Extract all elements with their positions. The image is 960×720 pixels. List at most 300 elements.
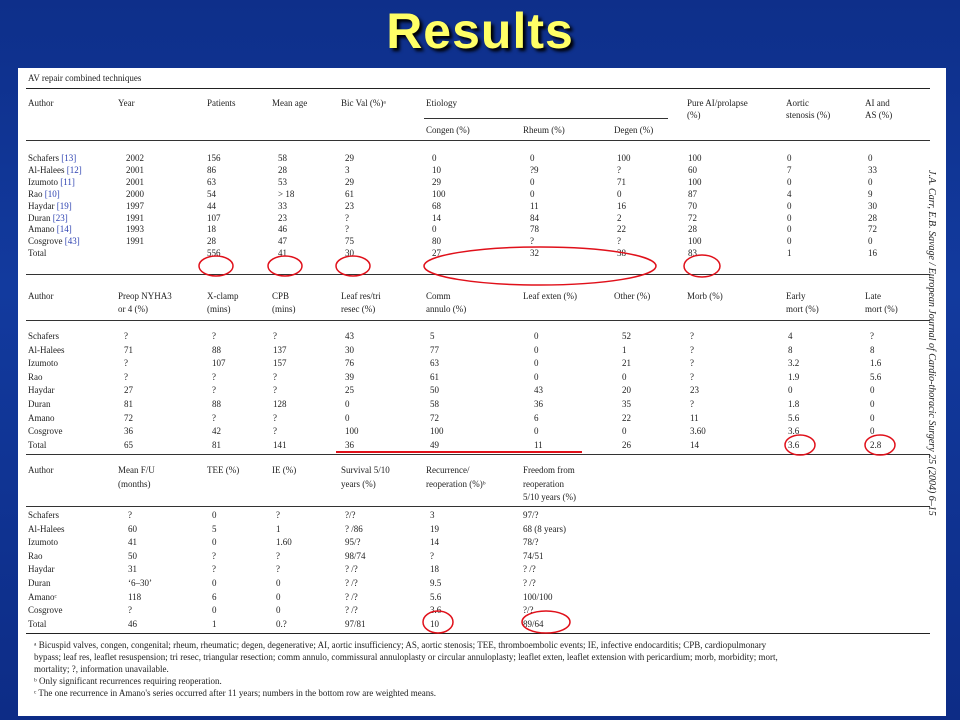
- table-row-author: Rao: [28, 550, 43, 561]
- table-cell: ?: [690, 399, 694, 409]
- table-cell: 75: [345, 236, 354, 247]
- table-cell: 0: [530, 153, 535, 163]
- table-cell: ?: [273, 412, 277, 423]
- table-cell: 9: [868, 188, 873, 199]
- table-cell: 2001: [126, 164, 144, 175]
- table-cell: 107: [207, 212, 221, 223]
- top-rule: [26, 88, 930, 89]
- table-cell: 7: [787, 164, 792, 175]
- table-cell: 72: [124, 412, 133, 423]
- table-cell: 4: [788, 331, 793, 341]
- table-cell: 80: [432, 236, 441, 247]
- table-cell: 36: [124, 426, 133, 437]
- table-cell: 100: [430, 426, 444, 437]
- table-caption: AV repair combined techniques: [28, 73, 142, 83]
- table-cell: 0.?: [276, 618, 287, 629]
- table-cell: 0: [787, 176, 792, 187]
- table-cell: 6: [212, 591, 217, 602]
- journal-citation: J.A. Carr, E.B. Savage / European Journal of Cardio-thoracic Surgery 25 (2004) 6–15: [926, 170, 937, 516]
- s2-header: (mins): [272, 304, 296, 314]
- table-cell: 33: [278, 200, 287, 211]
- table-cell: 77: [430, 344, 439, 355]
- table-cell: 0: [534, 344, 539, 355]
- table-cell: 100: [345, 426, 359, 437]
- s1-etiology-header: Degen (%): [614, 125, 654, 135]
- table-cell: ?: [212, 331, 216, 341]
- table-row-author: Total: [28, 248, 47, 259]
- table-cell: ?: [212, 371, 216, 382]
- table-cell: 28: [278, 164, 287, 175]
- table-cell: 1991: [126, 236, 144, 247]
- s1-bottom-rule: [26, 274, 930, 275]
- s2-header: Morb (%): [687, 291, 723, 301]
- s2-bottom-rule: [26, 454, 930, 455]
- table-cell: 25: [345, 385, 354, 396]
- s1-header: Etiology: [426, 98, 457, 108]
- table-cell: 1997: [126, 200, 144, 211]
- table-cell: ?9: [530, 164, 539, 175]
- table-cell: 0: [276, 578, 281, 588]
- table-cell: 0: [622, 371, 627, 382]
- table-cell: 23: [278, 212, 287, 223]
- table-cell: ?: [124, 371, 128, 382]
- table-cell: 1991: [126, 212, 144, 223]
- table-cell: 556: [207, 248, 221, 259]
- table-cell: 68: [432, 200, 441, 211]
- table-cell: 0: [870, 385, 875, 396]
- table-cell: 23: [345, 200, 354, 211]
- table-cell: ?: [276, 550, 280, 561]
- table-cell: 100: [688, 153, 702, 163]
- table-cell: 0: [276, 591, 281, 602]
- table-row-author: Izumoto [11]: [28, 176, 75, 187]
- table-cell: 52: [622, 331, 631, 341]
- table-cell: ?: [690, 371, 694, 382]
- table-cell: 38: [617, 248, 626, 259]
- table-cell: 1993: [126, 224, 144, 235]
- table-cell: > 18: [278, 188, 295, 199]
- table-cell: 28: [688, 224, 697, 235]
- table-cell: ?: [276, 564, 280, 575]
- table-cell: 18: [430, 564, 439, 575]
- s1-etiology-header: Rheum (%): [523, 125, 565, 135]
- table-cell: 0: [276, 605, 281, 616]
- table-cell: 68 (8 years): [523, 523, 566, 534]
- table-row-author: Rao: [28, 371, 43, 382]
- table-cell: 27: [432, 248, 441, 259]
- table-cell: ?: [212, 412, 216, 423]
- table-row-author: Duran: [28, 399, 51, 409]
- table-cell: 3: [430, 510, 435, 520]
- table-cell: 1: [276, 523, 281, 534]
- table-cell: 16: [868, 248, 877, 259]
- table-cell: 39: [345, 371, 354, 382]
- table-cell: 81: [212, 439, 221, 450]
- table-cell: 29: [345, 153, 354, 163]
- table-row-author: Schafers: [28, 510, 59, 520]
- s2-header: resec (%): [341, 304, 376, 314]
- table-cell: 78: [530, 224, 539, 235]
- table-cell: 54: [207, 188, 216, 199]
- table-cell: ?: [530, 236, 534, 247]
- table-cell: 10: [430, 618, 439, 629]
- table-cell: 86: [207, 164, 216, 175]
- table-cell: 0: [534, 358, 539, 369]
- s1-header: Mean age: [272, 98, 308, 108]
- table-cell: 156: [207, 153, 221, 163]
- table-cell: 0: [534, 331, 539, 341]
- s3-header: (months): [118, 479, 151, 489]
- table-cell: 98/74: [345, 550, 366, 561]
- table-cell: 27: [124, 385, 133, 396]
- table-cell: 29: [432, 176, 441, 187]
- table-row-author: Al-Halees: [28, 344, 65, 355]
- table-cell: 0: [432, 224, 437, 235]
- table-cell: ?/?: [345, 510, 356, 520]
- table-cell: 2002: [126, 153, 144, 163]
- table-cell: 78/?: [523, 537, 539, 548]
- table-cell: ?: [276, 510, 280, 520]
- table-cell: 0: [534, 426, 539, 437]
- s3-header: Mean F/U: [118, 465, 155, 475]
- s2-header: mort (%): [786, 304, 819, 314]
- table-cell: 1.60: [276, 537, 292, 548]
- table-cell: ?: [128, 605, 132, 616]
- table-cell: ?: [690, 331, 694, 341]
- table-cell: ?: [430, 550, 434, 561]
- table-cell: 100: [688, 236, 702, 247]
- table-cell: 0: [345, 412, 350, 423]
- table-cell: 1: [622, 344, 627, 355]
- s1-header: Author: [28, 98, 54, 108]
- table-cell: 35: [622, 399, 631, 409]
- table-cell: 11: [690, 412, 699, 423]
- table-cell: ?: [617, 164, 621, 175]
- table-cell: 0: [868, 153, 873, 163]
- etiology-rule: [424, 118, 668, 119]
- table-cell: 11: [534, 439, 543, 450]
- table-cell: 30: [345, 248, 354, 259]
- table-cell: 0: [870, 426, 875, 437]
- bottom-rule: [26, 633, 930, 634]
- table-cell: 81: [124, 399, 133, 409]
- table-cell: 72: [868, 224, 877, 235]
- table-row-author: Duran [23]: [28, 212, 68, 223]
- table-cell: 14: [690, 439, 699, 450]
- s3-header: reoperation (%)ᵇ: [426, 479, 486, 489]
- table-cell: ?: [273, 331, 277, 341]
- footnote: bypass; leaf res, leaflet resuspension; tri resec, triangular resection; comm annulo, commissural annuloplasty or circular annuloplasty; leaflet exten, leaflet extension with pericardium; morb, morbidity; mort,: [34, 652, 778, 662]
- table-cell: 11: [530, 200, 539, 211]
- table-cell: 16: [617, 200, 626, 211]
- table-cell: ?: [273, 385, 277, 396]
- table-row-author: Haydar: [28, 564, 55, 575]
- s1-header: (%): [687, 110, 701, 120]
- s2-header: Leaf res/tri: [341, 291, 381, 301]
- s3-header: Freedom from: [523, 465, 575, 475]
- table-cell: 0: [868, 176, 873, 187]
- table-cell: ?: [690, 358, 694, 369]
- table-cell: 84: [530, 212, 539, 223]
- table-cell: 0: [787, 212, 792, 223]
- table-cell: 28: [868, 212, 877, 223]
- table-row-author: Amanoᶜ: [28, 591, 57, 602]
- footnote: mortality; ?, information unavailable.: [34, 664, 169, 674]
- table-cell: 60: [688, 164, 697, 175]
- table-cell: 5.6: [870, 371, 882, 382]
- s2-header: (mins): [207, 304, 231, 314]
- table-cell: 100: [432, 188, 446, 199]
- table-cell: 5.6: [788, 412, 800, 423]
- table-cell: ?: [870, 331, 874, 341]
- table-cell: 9.5: [430, 578, 442, 588]
- table-cell: ?: [273, 371, 277, 382]
- table-cell: 0: [870, 399, 875, 409]
- table-cell: ?: [617, 236, 621, 247]
- table-cell: 18: [207, 224, 216, 235]
- table-cell: 2.8: [870, 439, 882, 450]
- table-cell: 33: [868, 164, 877, 175]
- table-cell: 128: [273, 399, 287, 409]
- table-cell: 2001: [126, 176, 144, 187]
- s3-header: reoperation: [523, 479, 564, 489]
- s2-header: mort (%): [865, 304, 898, 314]
- table-cell: 89/64: [523, 618, 544, 629]
- table-cell: 0: [617, 188, 622, 199]
- table-cell: ? /?: [523, 578, 536, 588]
- s3-header: years (%): [341, 479, 376, 489]
- table-cell: 6: [534, 412, 539, 423]
- s3-header: TEE (%): [207, 465, 240, 475]
- table-cell: ?: [124, 358, 128, 369]
- table-cell: ? /86: [345, 523, 363, 534]
- table-cell: ? /?: [523, 564, 536, 575]
- table-cell: 88: [212, 344, 221, 355]
- table-cell: 0: [432, 153, 437, 163]
- table-row-author: Al-Halees: [28, 523, 65, 534]
- table-cell: 14: [430, 537, 439, 548]
- table-cell: 97/?: [523, 510, 539, 520]
- s2-header: or 4 (%): [118, 304, 148, 314]
- table-cell: 43: [345, 331, 354, 341]
- table-cell: 3.6: [788, 426, 800, 437]
- table-cell: 0: [212, 605, 217, 616]
- table-row-author: Total: [28, 618, 47, 629]
- table-cell: 22: [622, 412, 631, 423]
- slide-title: Results: [386, 3, 574, 59]
- table-cell: ?: [345, 224, 349, 235]
- table-row-author: Haydar [19]: [28, 200, 72, 211]
- table-cell: 3.2: [788, 358, 800, 369]
- s2-header: Late: [865, 291, 881, 301]
- table-cell: ? /?: [345, 564, 358, 575]
- s2-header: CPB: [272, 291, 290, 301]
- table-cell: 70: [688, 200, 697, 211]
- table-cell: 141: [273, 439, 287, 450]
- table-row-author: Rao [10]: [28, 188, 60, 199]
- table-cell: 23: [690, 385, 699, 396]
- table-row-author: Cosgrove: [28, 426, 63, 437]
- table-cell: 58: [430, 399, 439, 409]
- table-cell: ?/?: [523, 605, 534, 616]
- table-page: [18, 68, 946, 716]
- table-cell: 8: [870, 344, 875, 355]
- s1-header: Year: [118, 98, 135, 108]
- s1-header: AS (%): [865, 110, 893, 120]
- table-cell: 30: [868, 200, 877, 211]
- s1-header: stenosis (%): [786, 110, 831, 120]
- table-row-author: Al-Halees [12]: [28, 164, 82, 175]
- table-cell: 4: [787, 188, 792, 199]
- s1-header: Pure AI/prolapse: [687, 98, 748, 108]
- s1-header: AI and: [865, 98, 890, 108]
- table-cell: 0: [345, 399, 350, 409]
- table-cell: 0: [787, 200, 792, 211]
- table-cell: ?: [273, 426, 277, 437]
- table-cell: 95/?: [345, 537, 361, 548]
- table-cell: 1.9: [788, 371, 800, 382]
- table-cell: 58: [278, 153, 287, 163]
- table-cell: 137: [273, 344, 287, 355]
- table-cell: 0: [787, 224, 792, 235]
- s1-header: Patients: [207, 98, 236, 108]
- table-cell: ?: [212, 550, 216, 561]
- table-cell: 63: [430, 358, 439, 369]
- s3-header: 5/10 years (%): [523, 492, 576, 502]
- table-cell: 71: [124, 344, 133, 355]
- s2-header: Comm: [426, 291, 451, 301]
- table-cell: 65: [124, 439, 133, 450]
- table-cell: 100: [688, 176, 702, 187]
- table-cell: 60: [128, 523, 137, 534]
- table-cell: 43: [534, 385, 543, 396]
- table-cell: 74/51: [523, 550, 544, 561]
- table-cell: 46: [128, 618, 137, 629]
- table-cell: ?: [128, 510, 132, 520]
- table-cell: 1: [212, 618, 217, 629]
- table-cell: ?: [690, 344, 694, 355]
- table-cell: 36: [345, 439, 354, 450]
- table-row-author: Total: [28, 439, 47, 450]
- table-row-author: Duran: [28, 578, 51, 588]
- table-cell: 1: [787, 248, 792, 259]
- footnote: ᵇ Only significant recurrences requiring reoperation.: [34, 676, 222, 686]
- table-cell: 0: [530, 176, 535, 187]
- table-cell: 72: [688, 212, 697, 223]
- table-row-author: Haydar: [28, 385, 55, 396]
- table-cell: 0: [534, 371, 539, 382]
- footnote: ᵃ Bicuspid valves, congen, congenital; rheum, rheumatic; degen, degenerative; AI, aortic insufficiency; AS, aortic stenosis; TEE, thromboembolic events; IE, infective endocarditis; CPB, cardiopulmonary: [34, 640, 767, 650]
- table-cell: 2: [617, 212, 622, 223]
- table-cell: 76: [345, 358, 354, 369]
- table-cell: 3.60: [690, 426, 706, 437]
- s2-header-rule: [26, 320, 930, 321]
- table-cell: ?: [212, 564, 216, 575]
- table-cell: 21: [622, 358, 631, 369]
- table-cell: 3.6: [430, 605, 442, 616]
- s2-header: Early: [786, 291, 806, 301]
- table-cell: 100: [617, 153, 631, 163]
- table-cell: 41: [278, 248, 287, 259]
- table-cell: 72: [430, 412, 439, 423]
- table-cell: 118: [128, 591, 142, 602]
- table-row-author: Amano: [28, 412, 55, 423]
- s1-etiology-header: Congen (%): [426, 125, 470, 135]
- table-cell: 42: [212, 426, 221, 437]
- table-cell: ? /?: [345, 578, 358, 588]
- s3-header: Survival 5/10: [341, 465, 390, 475]
- table-cell: 44: [207, 200, 216, 211]
- table-cell: 157: [273, 358, 287, 369]
- s2-header: Leaf exten (%): [523, 291, 577, 301]
- table-row-author: Izumoto: [28, 537, 58, 548]
- table-cell: 63: [207, 176, 216, 187]
- table-cell: 97/81: [345, 618, 366, 629]
- table-cell: 0: [868, 236, 873, 247]
- table-cell: 50: [430, 385, 439, 396]
- table-cell: 14: [432, 212, 441, 223]
- s1-header: Bic Val (%)ᵃ: [341, 98, 386, 108]
- table-cell: 0: [622, 426, 627, 437]
- table-cell: 20: [622, 385, 631, 396]
- table-row-author: Schafers: [28, 331, 59, 341]
- table-cell: 32: [530, 248, 539, 259]
- table-cell: 50: [128, 550, 137, 561]
- table-cell: 0: [787, 153, 792, 163]
- s1-header: Aortic: [786, 98, 809, 108]
- table-row-author: Schafers [13]: [28, 153, 77, 163]
- table-row-author: Amano [14]: [28, 224, 72, 235]
- table-cell: 49: [430, 439, 439, 450]
- table-cell: 53: [278, 176, 287, 187]
- table-cell: 71: [617, 176, 626, 187]
- table-cell: 0: [870, 412, 875, 423]
- table-cell: 41: [128, 537, 137, 548]
- table-cell: 8: [788, 344, 793, 355]
- table-cell: ?: [212, 385, 216, 396]
- s2-header: Author: [28, 291, 54, 301]
- table-cell: 2000: [126, 188, 144, 199]
- table-cell: 29: [345, 176, 354, 187]
- table-cell: 0: [530, 188, 535, 199]
- table-cell: 100/100: [523, 591, 553, 602]
- table-cell: 61: [430, 371, 439, 382]
- table-row-author: Cosgrove: [28, 605, 63, 616]
- s3-header-rule: [26, 506, 930, 507]
- table-cell: ?: [345, 212, 349, 223]
- table-cell: 0: [788, 385, 793, 396]
- table-cell: 47: [278, 236, 287, 247]
- table-row-author: Izumoto: [28, 358, 58, 369]
- table-cell: 1.6: [870, 358, 882, 369]
- table-cell: 83: [688, 248, 697, 259]
- table-cell: ? /?: [345, 591, 358, 602]
- table-cell: ? /?: [345, 605, 358, 616]
- table-cell: 0: [787, 236, 792, 247]
- s2-header: X-clamp: [207, 291, 239, 301]
- footnote: ᶜ The one recurrence in Amano's series occurred after 11 years; numbers in the bottom row are weighted means.: [34, 688, 437, 698]
- table-cell: 0: [212, 578, 217, 588]
- s3-header: IE (%): [272, 465, 297, 475]
- table-row-author: Cosgrove [43]: [28, 236, 80, 247]
- s2-header: Preop NYHA3: [118, 291, 172, 301]
- table-cell: ‘6–30’: [128, 578, 152, 588]
- table-cell: 36: [534, 399, 543, 409]
- table-cell: 3: [345, 164, 350, 175]
- table-cell: 46: [278, 224, 287, 235]
- table-cell: 22: [617, 224, 626, 235]
- table-cell: 87: [688, 188, 697, 199]
